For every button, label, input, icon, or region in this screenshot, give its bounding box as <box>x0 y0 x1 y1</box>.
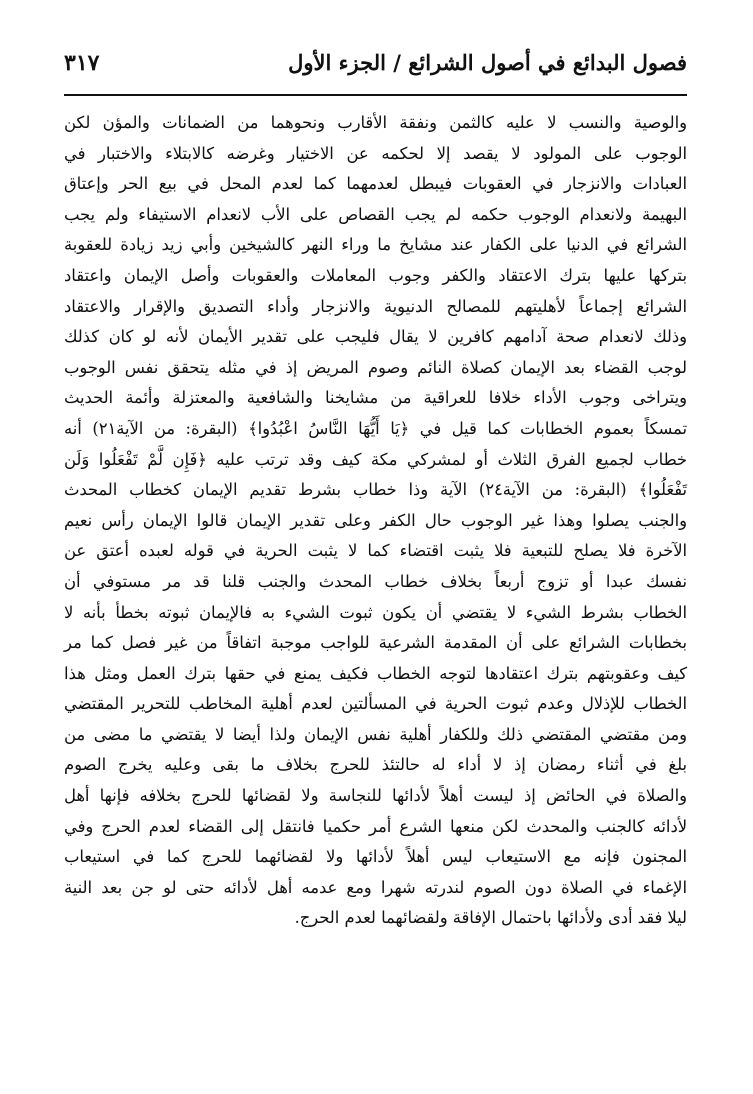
text-line: الإغماء في الصلاة دون الصوم لندرته شهرا ومع عدمه أهل لأدائه حتى لو جن بعد النية <box>64 877 687 897</box>
text-line: العبادات والانزجار في العقوبات فيبطل لعدمهما كما لعدم المحل في بيع الحر وإعتاق <box>64 174 687 194</box>
text-line: بلغ في أثناء رمضان إذ لا أداء له حالتئذ للحرج بخلاف ما بقى وعليه يخرج الصوم <box>64 755 687 775</box>
text-line: والجنب يصلوا وهذا غير الوجوب حال الكفر وعلى تقدير الإيمان قالوا الإيمان رأس نعيم <box>64 510 687 530</box>
text-line: ويتراخى وجوب الأداء خلافا للعراقية من مشايخنا والشافعية والمعتزلة وأئمة الحديث <box>64 388 687 408</box>
text-line: خطاب لجميع الفرق الثلاث أو لمشركي مكة كيف وقد ترتب عليه ﴿فَإِن لَّمْ تَفْعَلُوا وَلَن <box>64 449 687 469</box>
text-line: وذلك لانعدام صحة آدامهم كافرين لا يقال فليجب على تقدير الأيمان لأنه لو كان كذلك <box>64 327 687 347</box>
page-header <box>64 50 687 88</box>
text-line: بخطابات الشرائع على أن المقدمة الشرعية للواجب موجبة اتفاقاً من غير فصل كما مر <box>64 633 687 653</box>
text-line: والصلاة في الحائض إذ ليست أهلاً لأدائها للنجاسة ولا لقضائها للحرج بخلافه فإنها أهل <box>64 786 687 806</box>
text-line: لوجب القضاء بعد الإيمان كصلاة النائم وصوم المريض إذ في مثله يتحقق نفس الوجوب <box>64 357 687 377</box>
text-line: الشرائع إجماعاً لأهليتهم للمصالح الدنيوية والانزجار وأداء التصديق والإقرار والاعتقاد <box>64 296 687 316</box>
text-line: ليلا فقد أدى ولأدائها باحتمال الإفاقة ولقضائهما لعدم الحرج. <box>294 908 687 928</box>
text-line: الوجوب على المولود لا يقصد إلا لحكمه عن الاختيار وغرضه كالابتلاء والاختبار في <box>64 143 687 163</box>
text-line: والوصية والنسب لا عليه كالثمن ونفقة الأقارب ونحوهما من الضمانات والمؤن لكن <box>64 113 687 132</box>
text-line: بتركها عليها بترك الاعتقاد والكفر وجوب المعاملات والعقوبات وأصل الإيمان واعتقاد <box>64 265 687 285</box>
text-line: لأدائه كالجنب والمحدث لكن منعها الشرع أمر حكميا فانتقل إلى القضاء لعدم الحرج وفي <box>64 816 687 836</box>
text-line: نفسك عبدا أو تزوج أربعاً بخلاف خطاب المحدث والجنب قلنا قد مر مستوفي أن <box>64 571 687 591</box>
text-line: ومن مقتضي المقتضي ذلك وللكفار أهلية نفس الإيمان ولذا أيضا لا يقتضي ما مضى من <box>64 724 687 744</box>
text-line: الخطاب بشرط الشيء لا يقتضي أن يكون ثبوت الشيء به فالإيمان ثبوته بخطأ بأنه لا <box>64 602 687 622</box>
body-text <box>64 108 687 934</box>
text-line: الشرائع في الدنيا على الكفار عند مشايخ ما وراء النهر كالشيخين وأبي زيد زيادة للعقوبة <box>64 235 687 255</box>
text-line: البهيمة ولانعدام الوجوب حكمه لم يجب القصاص على الأب لانعدام الاستيفاء ولم يجب <box>64 204 687 224</box>
page-number: ٣١٧ <box>64 50 100 76</box>
text-line: المجنون فإنه مع الاستيعاب ليس أهلاً لأدائها ولا لقضائهما للحرج كما في استيعاب <box>64 847 687 867</box>
text-line: تَفْعَلُوا﴾ (البقرة: من الآية٢٤) الآية وذا خطاب بشرط تقديم الإيمان كخطاب المحدث <box>64 480 687 500</box>
header-divider <box>64 94 687 96</box>
text-line: تمسكاً بعموم الخطابات كما قيل في ﴿يَا أَيُّهَا النَّاسُ اعْبُدُوا﴾ (البقرة: من الآية٢١) أنه <box>64 418 688 438</box>
text-line: الآخرة فلا يصلح للتبعية فلا يثبت اقتضاء كما لا يثبت الحرية في قوله لعبده أعتق عن <box>64 541 687 561</box>
text-line: كيف وعقوبتهم بترك اعتقادها لتوجه الخطاب فكيف يمنع في حقها بترك العمل ومثل هذا <box>64 663 687 683</box>
page-title: فصول البدائع في أصول الشرائع / الجزء الأول <box>288 50 687 75</box>
text-line: الخطاب للإذلال وعدم ثبوت الحرية في المسألتين لعدم أهلية المخاطب للتحرير المقتضي <box>64 694 687 714</box>
